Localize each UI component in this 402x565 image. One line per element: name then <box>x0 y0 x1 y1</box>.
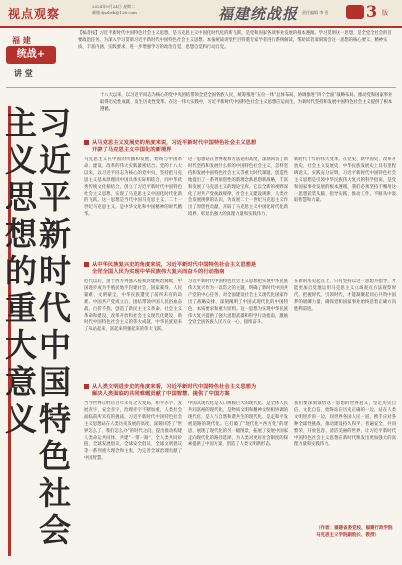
section-1-heading-line-1: 从马克思主义发展史的角度来说，习近平新时代中国特色社会主义思想 <box>84 140 394 147</box>
editor-line: 责任编辑 李 晋 <box>302 10 329 15</box>
section-3-column-3: 我们要深刻领悟这一思想的世界意义，坚定历史自信、文化自信，始终站在历史正确的一边、站在人类文明进步的一边，同世界各国人民一道，携手应对各种全球性挑战，推动建设持久和平、普遍安全、共同繁荣、开放包容、清洁美丽的世界，让习近平新时代中国特色社会主义思想在新时代焕发出更加强大的真理力量和实践伟力。 <box>294 401 396 448</box>
section-2-heading <box>84 262 394 276</box>
section-1-column-2: 这一思想站在世界观和方法论的高度，深刻回答了新时代坚持和发展什么样的中国特色社会主义、怎样坚持和发展中国特色社会主义等重大时代课题，创造性地提出了一系列原创性的新理念新思想新战略，丰富和发展了马克思主义的理论宝库。它以全新的视野深化了对共产党执政规律、社会主义建设规律、人类社会发展规律的认识，为发展二十一世纪马克思主义作出了原创性贡献，开辟了马克思主义中国化时代化新境界，彰显出强大的真理力量和实践伟力。 <box>188 157 288 218</box>
section-3-heading <box>84 384 394 398</box>
section-2-heading-line-2: 全党全国人民为实现中华民族伟大复兴而奋斗的行动指南 <box>92 269 225 275</box>
section-2-column-1: 近代以后，由于西方列强入侵和封建统治腐败，中国逐步成为半殖民地半封建社会，国家蒙辱、人民蒙难、文明蒙尘，中华民族遭受了前所未有的劫难。中国共产党成立后，团结带领中国人民浴血奋战、百折不挠，创造了新民主主义革命、社会主义革命和建设、改革开放和社会主义现代化建设、新时代中国特色社会主义的伟大成就，中华民族迎来了从站起来、富起来到强起来的伟大飞跃。 <box>84 279 182 333</box>
section-marker-icon <box>84 384 89 389</box>
section-marker-icon <box>84 262 89 267</box>
lecture-column-logo <box>6 32 70 84</box>
logo-line-2: 统战+ <box>6 46 56 64</box>
page-number-badge <box>346 2 396 22</box>
section-1-column-3: 新时代十年的伟大变革，在党史、新中国史、改革开放史、社会主义发展史、中华民族发展史上具有里程碑意义。实践充分证明，习近平新时代中国特色社会主义思想是引领中华民族伟大复兴的科学指南，是党和国家事业发展的根本遵循，我们必须坚持不懈用这一思想武装头脑、指导实践、推动工作，不断从中汲取智慧和力量。 <box>294 157 396 204</box>
section-2-heading-line-1: 从中华民族复兴史的角度来说，习近平新时代中国特色社会主义思想是 <box>84 262 394 269</box>
section-2-column-3: 在新的历史起点上，只有坚持以这一思想为指导，才能更加自觉地运用马克思主义立场观点方法观察时代、把握时代、引领时代，才能凝聚起同心共筑中国梦的磅礴力量，确保党和国家事业始终沿着正确方向胜利前进。 <box>294 279 396 312</box>
masthead: 福建统战报 <box>218 5 299 23</box>
editor-note: 【编者按】习近平新时代中国特色社会主义思想，是马克思主义中国化时代化的新飞跃，是党和国家各项事业发展的根本遵循。学习贯彻这一思想，是全党全社会的首要政治任务。为深入学习贯彻习近平新时代中国特色社会主义思想，本报统战讲堂栏目特邀专家学者进行系统解读，帮助读者深刻领会这一思想的核心要义、精神实质、丰富内涵、实践要求，进一步增强学习的政治自觉、思想自觉和行动自觉。 <box>78 31 392 50</box>
issue-email: 邮箱:fjszbsh@126.com <box>92 10 137 15</box>
page-number: 3 <box>366 2 378 21</box>
section-3-heading-line-1: 从人类文明进步史的角度来看，习近平新时代中国特色社会主义思想为 <box>84 384 394 391</box>
issue-date: 2024年9月24日 星期二 <box>92 4 136 9</box>
lead-paragraph: 十八大以来，以习近平同志为核心的党中央团结带领全党全国各族人民，统筹推进“五位一体”总体布局，协调推进“四个全面”战略布局，推动党和国家事业取得历史性成就、发生历史性变革。在这一伟大实践中，习近平新时代中国特色社会主义思想应运而生，为新时代坚持和发展中国特色社会主义提供了根本遵循。 <box>100 93 393 112</box>
issue-meta <box>92 4 202 16</box>
logo-line-3: 讲 堂 <box>14 68 33 78</box>
headline-text: 习近平新时代中国特色社会主义思想的重大意义 <box>0 106 72 550</box>
section-1-heading-line-2: 开辟了马克思主义中国化的新境界 <box>92 147 172 153</box>
section-2-column-2: 习近平新时代中国特色社会主义思想把实现中华民族伟大复兴作为一以贯之的主题，明确了新时代中国共产党的中心任务，对全面建设社会主义现代化国家作出了战略安排，深刻阐明了中国式现代化的中国特色、本质要求和重大原则。这一思想为实现中华民族伟大复兴提供了强大思想武器和科学行动指南，激励全党全国各族人民万众一心、接续奋斗。 <box>188 279 288 326</box>
section-3-heading-line-2: 解决人类面临的共同难题贡献了中国智慧、提供了中国方案 <box>92 391 230 397</box>
header-divider <box>6 87 396 88</box>
page-label: 版 <box>382 10 389 17</box>
section-3-column-2: 中国式现代化是人口规模巨大的现代化、是全体人民共同富裕的现代化、是物质文明和精神文明相协调的现代化、是人与自然和谐共生的现代化、是走和平发展道路的现代化。它打破了“现代化=西方化”的迷思，展现了现代化的另一幅图景，拓展了发展中国家走向现代化的路径选择，为人类对更好社会制度的探索提供了中国方案，创造了人类文明新形态。 <box>188 401 288 448</box>
page-badge-box <box>346 5 364 19</box>
section-1-column-1: 马克思主义在中国的传播和发展，始终与中国革命、建设、改革的伟大实践紧密结合。党的十八大以来，以习近平同志为核心的党中央，坚持把马克思主义基本原理同中国具体实际相结合、同中华优秀传统文化相结合，创立了习近平新时代中国特色社会主义思想，实现了马克思主义中国化时代化新的飞跃。这一思想是当代中国马克思主义、二十一世纪马克思主义，是中华文化和中国精神的时代精华。 <box>84 157 182 218</box>
section-marker-icon <box>84 140 89 145</box>
section-1-heading <box>84 140 394 154</box>
author-byline: （作者：福建省委党校、福建行政学院 马克思主义学院副院长、教授） <box>316 526 393 538</box>
column-name: 视点观察 <box>8 7 61 21</box>
vertical-headline <box>0 104 72 559</box>
page-header <box>0 0 402 28</box>
section-3-column-1: 当今世界正经历百年未有之大变局，和平赤字、发展赤字、安全赤字、治理赤字不断加重，人类社会面临前所未有的挑战。习近平新时代中国特色社会主义思想站在人类历史发展的高度，深刻回答了“世界怎么了、我们怎么办”的时代之问，提出推动构建人类命运共同体、共建“一带一路”、全人类共同价值、全球发展倡议、全球安全倡议、全球文明倡议等一系列重大理念和主张，为完善全球治理贡献了中国智慧。 <box>84 401 182 462</box>
logo-line-1: 福 建 <box>12 35 31 45</box>
